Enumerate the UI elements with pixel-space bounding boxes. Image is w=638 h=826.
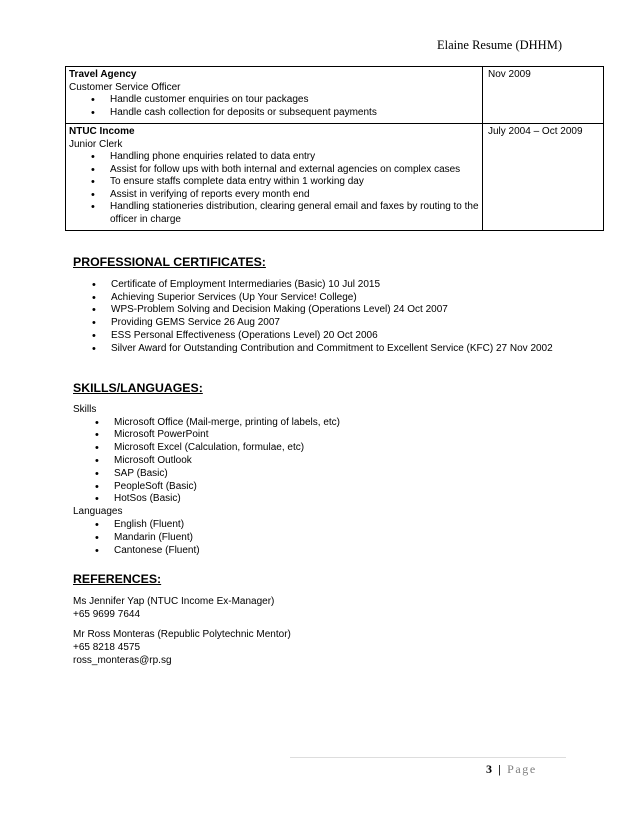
list-item: • HotSos (Basic)	[114, 493, 603, 506]
table-row	[66, 124, 604, 231]
job-date: Nov 2009	[483, 67, 604, 124]
list-item: • Silver Award for Outstanding Contribution and Commitment to Excellent Service (KFC) 27 Nov 2002	[111, 343, 603, 356]
list-item: • Microsoft Excel (Calculation, formulae, etc)	[114, 442, 603, 455]
languages-label: Languages	[73, 506, 123, 518]
certificates-list	[73, 279, 603, 356]
list-item: • Handle customer enquiries on tour packages	[110, 94, 479, 107]
certificates-section	[73, 256, 603, 356]
footer-divider	[290, 757, 566, 758]
list-item: • PeopleSoft (Basic)	[114, 481, 603, 494]
list-item: • To ensure staffs complete data entry within 1 working day	[110, 176, 479, 189]
document-header: Elaine Resume (DHHM)	[437, 38, 562, 52]
work-experience-table	[65, 66, 604, 231]
list-item: • Handle cash collection for deposits or subsequent payments	[110, 107, 479, 120]
page-number: 3	[486, 762, 494, 776]
duties-list	[69, 94, 479, 119]
skills-label: Skills	[73, 403, 97, 415]
list-item: • Assist in verifying of reports every month end	[110, 189, 479, 202]
reference-phone: +65 9699 7644	[73, 608, 141, 620]
reference-name: Ms Jennifer Yap (NTUC Income Ex-Manager)	[73, 595, 275, 607]
job-role: Junior Clerk	[69, 138, 123, 150]
list-item: • Cantonese (Fluent)	[114, 545, 603, 558]
list-item: • English (Fluent)	[114, 519, 603, 532]
list-item: • Assist for follow ups with both internal and external agencies on complex cases	[110, 164, 479, 177]
list-item: • Microsoft Office (Mail-merge, printing of labels, etc)	[114, 417, 603, 430]
reference-email: ross_monteras@rp.sg	[73, 654, 172, 666]
section-title: PROFESSIONAL CERTIFICATES:	[73, 255, 266, 269]
page-separator: |	[493, 762, 508, 776]
list-item: • Handling phone enquiries related to data entry	[110, 151, 479, 164]
table-row	[66, 67, 604, 124]
page-footer	[486, 762, 537, 777]
languages-list	[73, 519, 603, 557]
list-item: • ESS Personal Effectiveness (Operations Level) 20 Oct 2006	[111, 330, 603, 343]
reference-entry	[73, 629, 603, 667]
company-name: NTUC Income	[69, 126, 135, 137]
skills-list	[73, 417, 603, 507]
skills-section	[73, 382, 603, 557]
list-item: • WPS-Problem Solving and Decision Making (Operations Level) 24 Oct 2007	[111, 304, 603, 317]
list-item: • Mandarin (Fluent)	[114, 532, 603, 545]
job-date: July 2004 – Oct 2009	[483, 124, 604, 231]
job-details-cell	[66, 67, 483, 124]
references-section	[73, 573, 603, 676]
job-role: Customer Service Officer	[69, 81, 181, 93]
list-item: • Achieving Superior Services (Up Your Service! College)	[111, 292, 603, 305]
reference-name: Mr Ross Monteras (Republic Polytechnic Mentor)	[73, 629, 291, 641]
company-name: Travel Agency	[69, 69, 137, 80]
page-label: Page	[507, 762, 537, 776]
section-title: SKILLS/LANGUAGES:	[73, 381, 203, 395]
list-item: • Handling stationeries distribution, clearing general email and faxes by routing to the officer in charge	[110, 201, 479, 226]
section-title: REFERENCES:	[73, 572, 162, 586]
list-item: • Microsoft Outlook	[114, 455, 603, 468]
list-item: • Providing GEMS Service 26 Aug 2007	[111, 317, 603, 330]
reference-phone: +65 8218 4575	[73, 642, 141, 654]
list-item: • Certificate of Employment Intermediaries (Basic) 10 Jul 2015	[111, 279, 603, 292]
duties-list	[69, 151, 479, 226]
list-item: • SAP (Basic)	[114, 468, 603, 481]
job-details-cell	[66, 124, 483, 231]
list-item: • Microsoft PowerPoint	[114, 429, 603, 442]
reference-entry	[73, 596, 603, 622]
